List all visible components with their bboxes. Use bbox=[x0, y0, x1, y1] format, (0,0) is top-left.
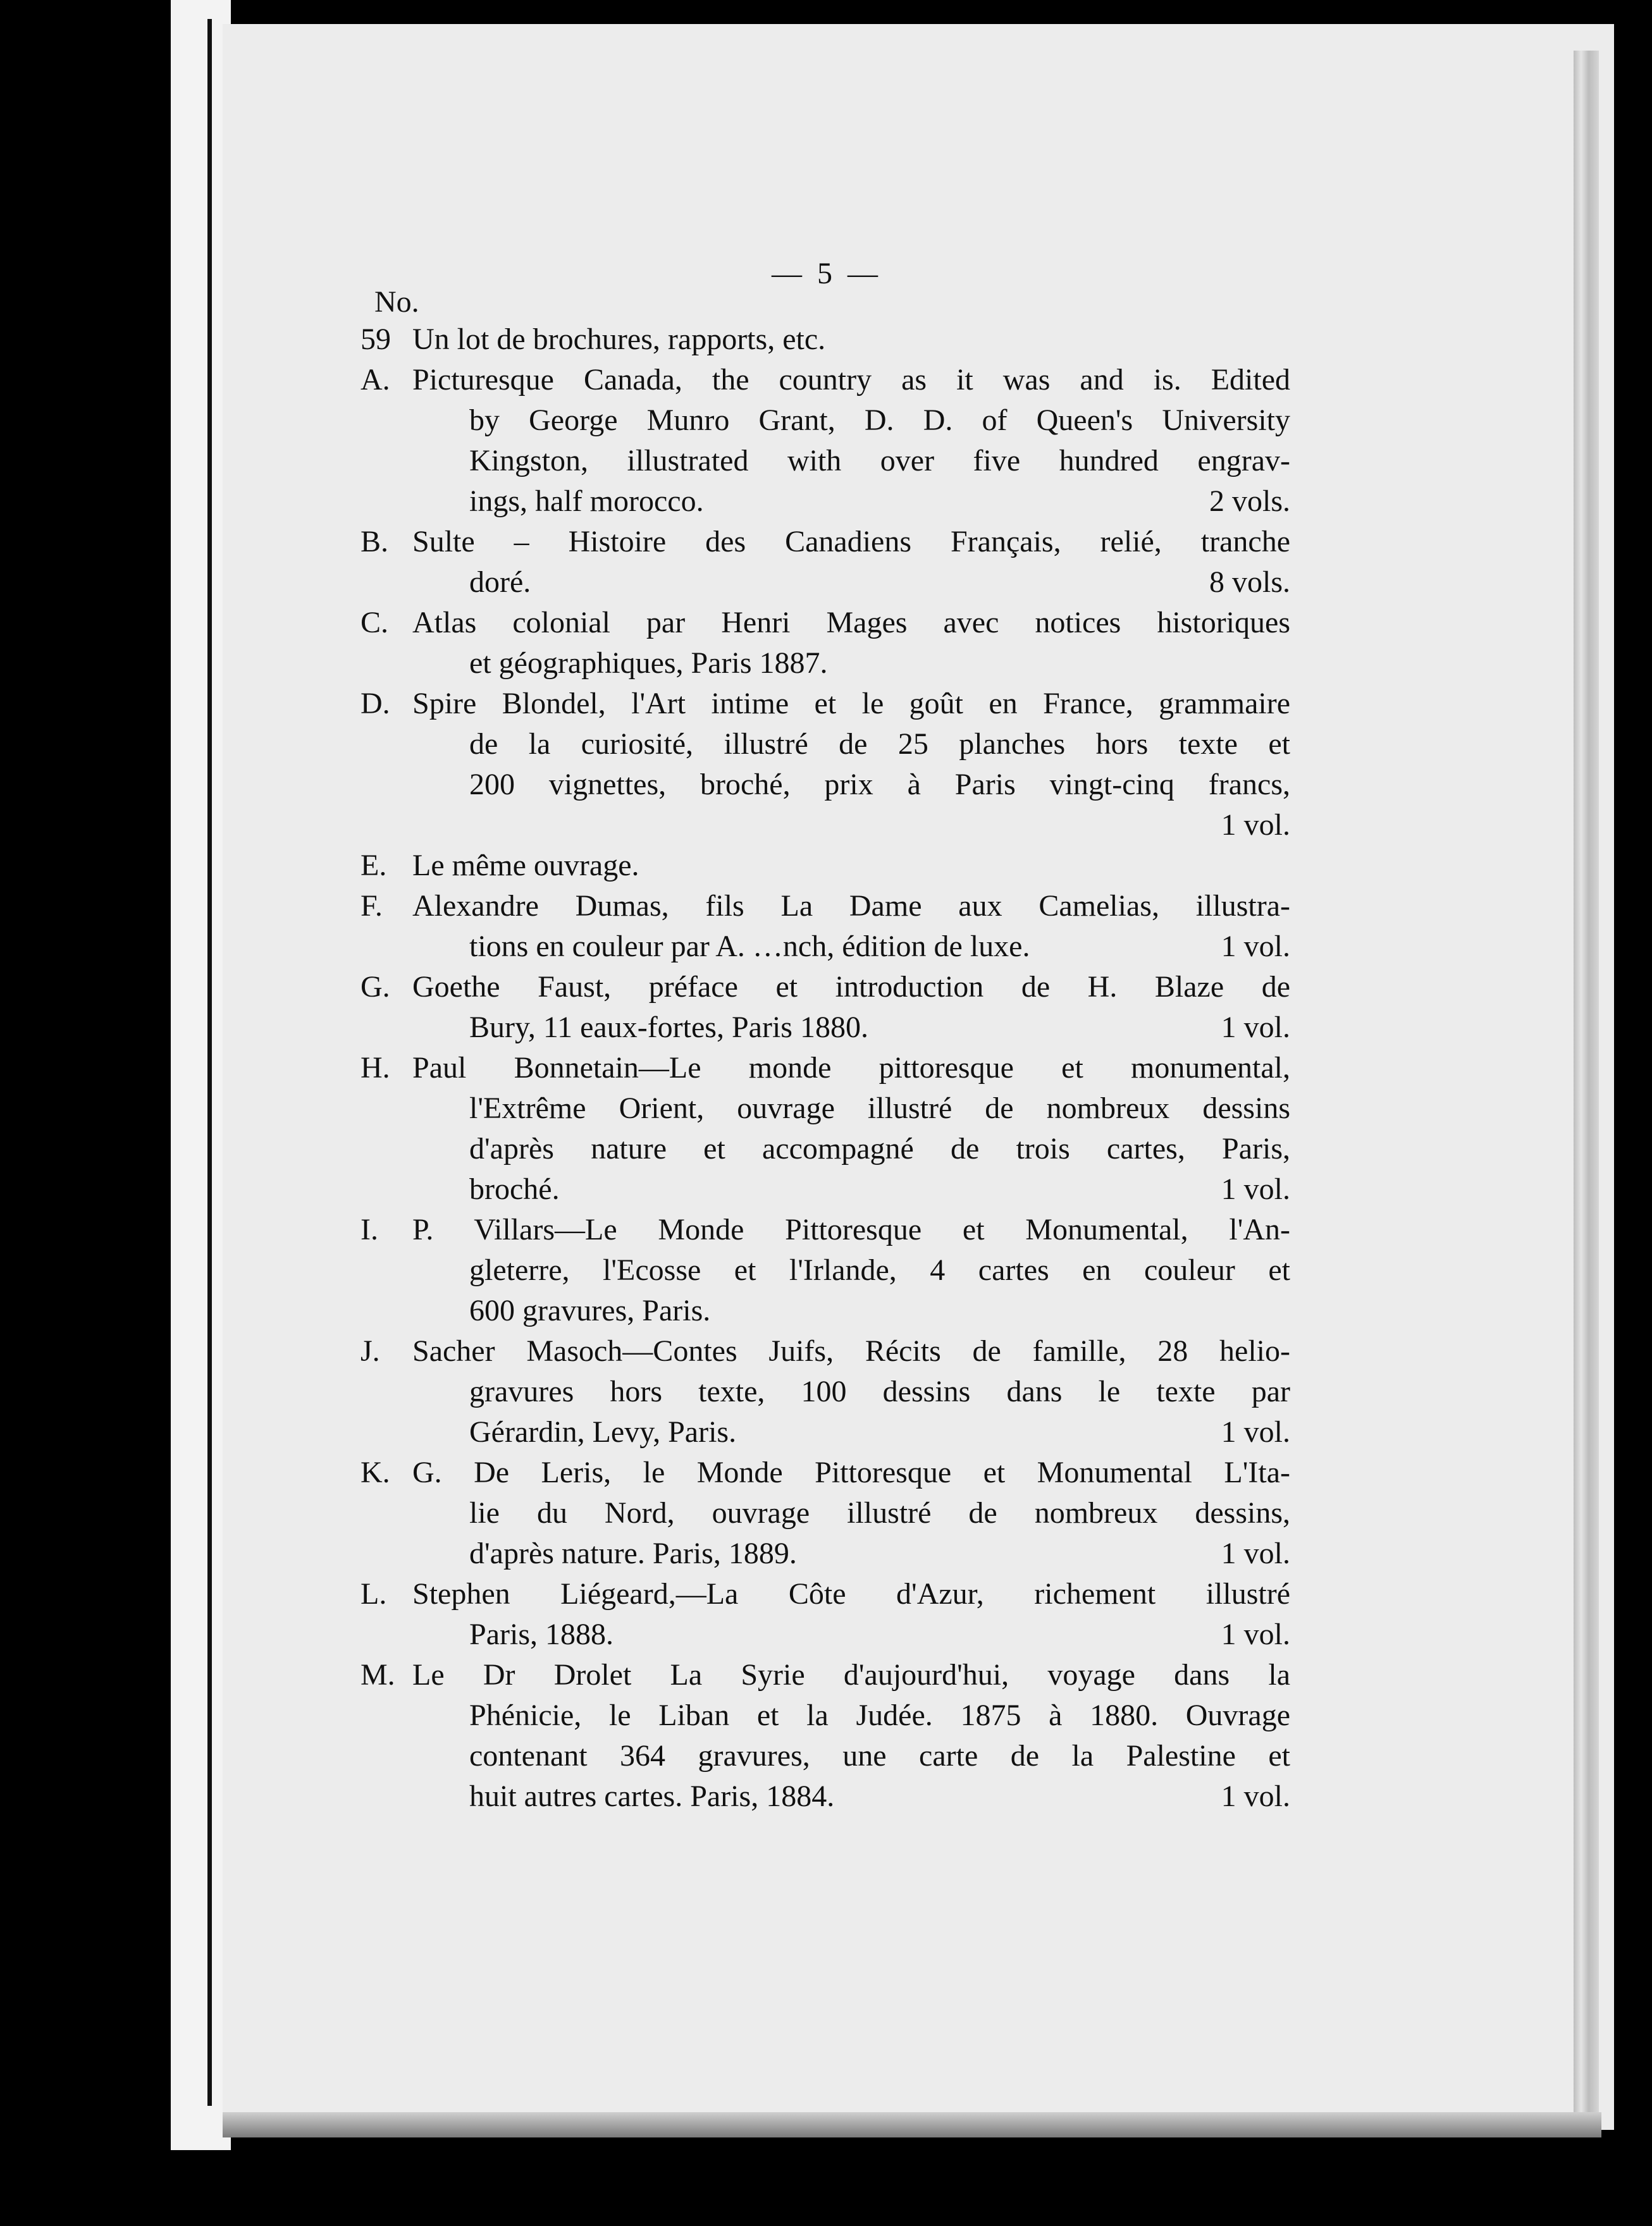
entry-text: Kingston, illustrated with over five hundred engrav- bbox=[469, 444, 1290, 477]
entry-label: L. bbox=[361, 1577, 387, 1611]
entry-volume-line bbox=[361, 1169, 1290, 1210]
entry-label: E. bbox=[361, 849, 387, 882]
entry-text: 600 gravures, Paris. bbox=[469, 1294, 711, 1327]
entry-first-line bbox=[361, 684, 1290, 724]
entry-text: Alexandre Dumas, fils La Dame aux Camelias, illustra- bbox=[412, 889, 1290, 923]
entry-text: d'après nature. Paris, 1889. bbox=[469, 1537, 797, 1570]
entry-first-line bbox=[361, 1453, 1290, 1493]
entry-label: M. bbox=[361, 1658, 395, 1692]
entry-volume-count: 1 vol. bbox=[1221, 1011, 1290, 1044]
entry-volume-line bbox=[361, 1776, 1290, 1817]
number-column-header: No. bbox=[374, 285, 419, 319]
entry-text: tions en couleur par A. …nch, édition de luxe. bbox=[469, 930, 1030, 963]
entry-text: broché. bbox=[469, 1172, 560, 1206]
catalog-entry bbox=[361, 1048, 1290, 1210]
entry-first-line bbox=[361, 1574, 1290, 1614]
entry-first-line bbox=[361, 1655, 1290, 1695]
entry-volume-line bbox=[361, 1614, 1290, 1655]
entry-label: J. bbox=[361, 1334, 380, 1368]
entry-text: ings, half morocco. bbox=[469, 484, 704, 518]
catalog-entry bbox=[361, 967, 1290, 1048]
catalog-entry bbox=[361, 1574, 1290, 1655]
entry-text: Phénicie, le Liban et la Judée. 1875 à 1880. Ouvrage bbox=[469, 1699, 1290, 1732]
entry-text: 200 vignettes, broché, prix à Paris vingt-cinq francs, bbox=[469, 768, 1290, 801]
entry-text: Goethe Faust, préface et introduction de H. Blaze de bbox=[412, 970, 1290, 1004]
entry-text: gravures hors texte, 100 dessins dans le texte par bbox=[469, 1375, 1290, 1408]
entry-volume-line bbox=[361, 1412, 1290, 1453]
entry-text: Sacher Masoch—Contes Juifs, Récits de famille, 28 helio- bbox=[412, 1334, 1290, 1368]
catalog-entry bbox=[361, 684, 1290, 846]
entry-label: I. bbox=[361, 1213, 378, 1246]
entry-first-line bbox=[361, 886, 1290, 926]
catalog-entry bbox=[361, 1331, 1290, 1453]
catalog-entry bbox=[361, 846, 1290, 886]
entry-first-line bbox=[361, 360, 1290, 400]
entry-volume-count: 8 vols. bbox=[1209, 565, 1290, 599]
entry-volume-line bbox=[361, 805, 1290, 846]
entry-volume-count: 2 vols. bbox=[1209, 484, 1290, 518]
entry-text bbox=[469, 805, 1221, 846]
entry-text: Paul Bonnetain—Le monde pittoresque et monumental, bbox=[412, 1051, 1290, 1085]
entry-first-line bbox=[361, 522, 1290, 562]
entry-volume-count: 1 vol. bbox=[1221, 1780, 1290, 1813]
entry-text: doré. bbox=[469, 565, 531, 599]
entry-volume-count: 1 vol. bbox=[1221, 930, 1290, 963]
entry-first-line bbox=[361, 1210, 1290, 1250]
entry-label: 59 bbox=[361, 323, 391, 356]
entry-text: gleterre, l'Ecosse et l'Irlande, 4 cartes en couleur et bbox=[469, 1253, 1290, 1287]
binding-strip bbox=[171, 0, 231, 2150]
catalog-entry bbox=[361, 319, 1290, 360]
entry-text: Spire Blondel, l'Art intime et le goût en France, grammaire bbox=[412, 687, 1290, 720]
entry-text: Stephen Liégeard,—La Côte d'Azur, richement illustré bbox=[412, 1577, 1290, 1611]
entry-label: D. bbox=[361, 687, 390, 720]
entry-text: Le même ouvrage. bbox=[412, 849, 639, 882]
entry-text: Paris, 1888. bbox=[469, 1618, 613, 1651]
entry-label: C. bbox=[361, 606, 389, 639]
entry-first-line bbox=[361, 1048, 1290, 1088]
entry-first-line bbox=[361, 603, 1290, 643]
entry-text: Gérardin, Levy, Paris. bbox=[469, 1415, 737, 1449]
entry-text: Picturesque Canada, the country as it was and is. Edited bbox=[412, 363, 1290, 397]
entry-volume-line bbox=[361, 926, 1290, 967]
entry-label: G. bbox=[361, 970, 390, 1004]
entry-text: l'Extrême Orient, ouvrage illustré de nombreux dessins bbox=[469, 1091, 1290, 1125]
catalog-list bbox=[361, 319, 1290, 1817]
entry-volume-line bbox=[361, 481, 1290, 522]
page-edge bbox=[1574, 51, 1599, 2137]
entry-label: H. bbox=[361, 1051, 390, 1085]
entry-text: Un lot de brochures, rapports, etc. bbox=[412, 323, 826, 356]
entry-text: Bury, 11 eaux-fortes, Paris 1880. bbox=[469, 1011, 868, 1044]
entry-text: Atlas colonial par Henri Mages avec notices historiques bbox=[412, 606, 1290, 639]
entry-text: Sulte – Histoire des Canadiens Français, relié, tranche bbox=[412, 525, 1290, 558]
entry-text: et géographiques, Paris 1887. bbox=[469, 646, 828, 680]
entry-label: A. bbox=[361, 363, 390, 397]
entry-first-line bbox=[361, 319, 1290, 360]
entry-first-line bbox=[361, 1331, 1290, 1372]
entry-volume-count: 1 vol. bbox=[1221, 1172, 1290, 1206]
catalog-entry bbox=[361, 1453, 1290, 1574]
entry-volume-line bbox=[361, 1534, 1290, 1574]
entry-text: de la curiosité, illustré de 25 planches hors texte et bbox=[469, 727, 1290, 761]
entry-volume-line bbox=[361, 562, 1290, 603]
catalog-entry bbox=[361, 886, 1290, 967]
entry-text: huit autres cartes. Paris, 1884. bbox=[469, 1780, 835, 1813]
binding-line bbox=[207, 19, 212, 2106]
entry-volume-count: 1 vol. bbox=[1221, 1618, 1290, 1651]
catalog-entry bbox=[361, 360, 1290, 522]
catalog-entry bbox=[361, 1655, 1290, 1817]
entry-text: by George Munro Grant, D. D. of Queen's University bbox=[469, 403, 1290, 437]
catalog-entry bbox=[361, 603, 1290, 684]
page-bottom-shadow bbox=[223, 2112, 1601, 2137]
entry-first-line bbox=[361, 967, 1290, 1007]
entry-volume-count: 1 vol. bbox=[1221, 808, 1290, 842]
entry-volume-count: 1 vol. bbox=[1221, 1415, 1290, 1449]
catalog-entry bbox=[361, 1210, 1290, 1331]
entry-text: contenant 364 gravures, une carte de la Palestine et bbox=[469, 1739, 1290, 1773]
entry-first-line bbox=[361, 846, 1290, 886]
entry-text: d'après nature et accompagné de trois cartes, Paris, bbox=[469, 1132, 1290, 1165]
entry-text: lie du Nord, ouvrage illustré de nombreux dessins, bbox=[469, 1496, 1290, 1530]
entry-text: G. De Leris, le Monde Pittoresque et Monumental L'Ita- bbox=[412, 1456, 1290, 1489]
entry-label: K. bbox=[361, 1456, 390, 1489]
entry-volume-line bbox=[361, 1007, 1290, 1048]
entry-text: P. Villars—Le Monde Pittoresque et Monumental, l'An- bbox=[412, 1213, 1290, 1246]
entry-label: F. bbox=[361, 889, 383, 923]
entry-volume-count: 1 vol. bbox=[1221, 1537, 1290, 1570]
page-number: — 5 — bbox=[772, 257, 882, 290]
entry-label: B. bbox=[361, 525, 389, 558]
entry-text: Le Dr Drolet La Syrie d'aujourd'hui, voyage dans la bbox=[412, 1658, 1290, 1692]
catalog-entry bbox=[361, 522, 1290, 603]
